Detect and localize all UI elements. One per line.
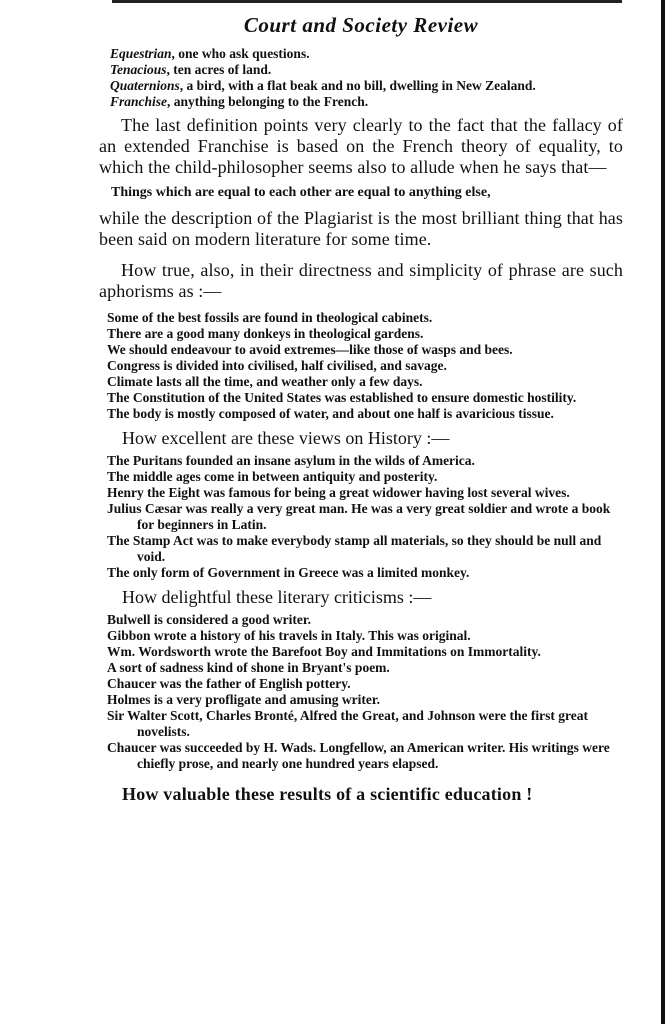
document-page xyxy=(99,10,623,805)
page-header: Court and Society Review xyxy=(243,13,479,37)
list-item: The only form of Government in Greece was a limited monkey. xyxy=(107,565,470,580)
definition-item: Franchise, anything belonging to the French. xyxy=(110,94,369,109)
list-item: The Stamp Act was to make everybody stamp all materials, so they should be null and void. xyxy=(107,533,602,564)
paragraph: How true, also, in their directness and simplicity of phrase are such aphorisms as :— xyxy=(99,260,623,301)
list-item: Bulwell is considered a good writer. xyxy=(107,612,312,627)
list-item: There are a good many donkeys in theological gardens. xyxy=(107,326,424,341)
list-item: The Constitution of the United States was established to ensure domestic hostility. xyxy=(107,390,577,405)
list-item: We should endeavour to avoid extremes—like those of wasps and bees. xyxy=(107,342,513,357)
list-item: Holmes is a very profligate and amusing writer. xyxy=(107,692,380,707)
list-item: A sort of sadness kind of shone in Bryant's poem. xyxy=(107,660,390,675)
top-rule xyxy=(112,0,622,3)
definition-list xyxy=(99,46,623,110)
list-item: Chaucer was succeeded by H. Wads. Longfellow, an American writer. His writings were chiefly prose, and nearly one hundred years elapsed. xyxy=(107,740,610,771)
list-item: Gibbon wrote a history of his travels in Italy. This was original. xyxy=(107,628,471,643)
quotation: Things which are equal to each other are equal to anything else, xyxy=(111,185,491,200)
list-item: Congress is divided into civilised, half civilised, and savage. xyxy=(107,358,447,373)
paragraph: while the description of the Plagiarist is the most brilliant thing that has been said on modern literature for some time. xyxy=(99,208,623,249)
definition-item: Equestrian, one who ask questions. xyxy=(110,46,310,61)
list-item: Julius Cæsar was really a very great man. He was a very great soldier and wrote a book for beginners in Latin. xyxy=(107,501,611,532)
list-item: The Puritans founded an insane asylum in the wilds of America. xyxy=(107,453,475,468)
section-heading: How excellent are these views on History :— xyxy=(122,428,450,448)
list-item: Wm. Wordsworth wrote the Barefoot Boy and Immitations on Immortality. xyxy=(107,644,541,659)
list-item: Chaucer was the father of English pottery. xyxy=(107,676,351,691)
section-heading: How delightful these literary criticisms :— xyxy=(122,587,432,607)
literary-list xyxy=(99,612,623,772)
page-edge xyxy=(661,0,665,1024)
history-list xyxy=(99,453,623,581)
definition-item: Tenacious, ten acres of land. xyxy=(110,62,272,77)
list-item: Climate lasts all the time, and weather only a few days. xyxy=(107,374,423,389)
closing-line: How valuable these results of a scientific education ! xyxy=(122,784,533,804)
paragraph: The last definition points very clearly to the fact that the fallacy of an extended Franchise is based on the French theory of equality, to which the child-philosopher seems also to allude when he says that— xyxy=(99,115,623,177)
list-item: Some of the best fossils are found in theological cabinets. xyxy=(107,310,433,325)
list-item: Sir Walter Scott, Charles Bronté, Alfred the Great, and Johnson were the first great novelists. xyxy=(107,708,588,739)
list-item: Henry the Eight was famous for being a great widower having lost several wives. xyxy=(107,485,570,500)
list-item: The middle ages come in between antiquity and posterity. xyxy=(107,469,438,484)
list-item: The body is mostly composed of water, and about one half is avaricious tissue. xyxy=(107,406,554,421)
definition-item: Quaternions, a bird, with a flat beak and no bill, dwelling in New Zealand. xyxy=(110,78,536,93)
aphorism-list xyxy=(99,310,623,422)
